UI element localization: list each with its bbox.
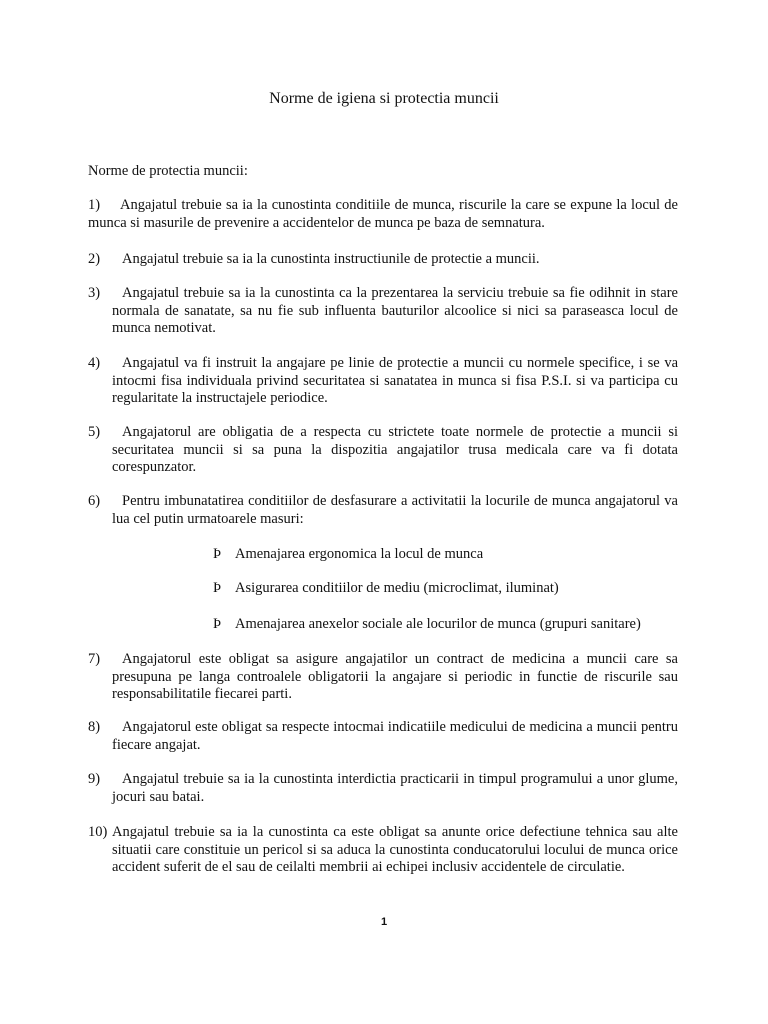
list-item-10 [88, 824, 678, 877]
bullet-arrow-icon: Þ [213, 546, 222, 562]
list-item-text: Angajatul va fi instruit la angajare pe linie de protectie a muncii cu normele specifice, i se va intocmi fisa individuala privind securitatea si sanatatea in munca si fisa P.S.I. si va participa cu regularitate la instructajele periodice. [112, 355, 678, 406]
list-item-1 [88, 197, 678, 232]
bullet-text: Amenajarea anexelor sociale ale locurilor de munca (grupuri sanitare) [235, 616, 641, 632]
list-item-4 [88, 355, 678, 408]
bullet-text: Asigurarea conditiilor de mediu (microclimat, iluminat) [235, 580, 559, 596]
list-item-text: Angajatul trebuie sa ia la cunostinta ca este obligat sa anunte orice defectiune tehnica sau alte situatii care constituie un pericol si sa aduca la cunostinta conducatorului locului de munca orice accident suferit de el sau de ceilalti membrii ai echipei inclusiv accidentele de circulatie. [112, 824, 678, 875]
page-number: 1 [380, 916, 388, 928]
list-item-9 [88, 771, 678, 806]
list-item-3 [88, 285, 678, 338]
list-item-2 [88, 251, 678, 269]
list-item-text: Angajatul trebuie sa ia la cunostinta ca la prezentarea la serviciu trebuie sa fie odihnit in stare normala de sanatate, sa nu fie sub influenta bauturilor alcoolice si nici sa paraseasca locul de munca nemotivat. [112, 285, 678, 336]
list-item-number: 1) [88, 197, 101, 213]
list-item-text: Angajatul trebuie sa ia la cunostinta instructiunile de protectie a muncii. [122, 251, 540, 267]
list-item-6 [88, 493, 678, 528]
bullet-item [213, 616, 641, 633]
list-item-8 [88, 719, 678, 754]
document-title: Norme de igiena si protectia muncii [269, 90, 499, 107]
list-item-number: 5) [88, 424, 101, 440]
list-item-text: Angajatul trebuie sa ia la cunostinta conditiile de munca, riscurile la care se expune la locul de munca si masurile de prevenire a accidentelor de munca pe baza de semnatura. [88, 197, 678, 231]
list-item-7 [88, 651, 678, 704]
list-item-text: Angajatul trebuie sa ia la cunostinta interdictia practicarii in timpul programului a unor glume, jocuri sau batai. [112, 771, 678, 805]
list-item-text: Angajatorul este obligat sa respecte intocmai indicatiile medicului de medicina a muncii pentru fiecare angajat. [112, 719, 678, 753]
bullet-text: Amenajarea ergonomica la locul de munca [235, 546, 484, 562]
list-item-number: 4) [88, 355, 101, 371]
list-item-5 [88, 424, 678, 477]
list-item-number: 6) [88, 493, 101, 509]
list-item-text: Angajatorul are obligatia de a respecta cu strictete toate normele de protectie a muncii si securitatea muncii si sa puna la dispozitia angajatilor trusa medicala care va fi dotata corespunzator. [112, 424, 678, 475]
section-heading: Norme de protectia muncii: [88, 163, 248, 179]
bullet-item [213, 580, 559, 597]
list-item-number: 3) [88, 285, 101, 301]
list-item-number: 8) [88, 719, 101, 735]
list-item-number: 7) [88, 651, 101, 667]
list-item-text: Pentru imbunatatirea conditiilor de desfasurare a activitatii la locurile de munca angajatorul va lua cel putin urmatoarele masuri: [112, 493, 678, 527]
bullet-arrow-icon: Þ [213, 616, 222, 632]
bullet-arrow-icon: Þ [213, 580, 222, 596]
list-item-text: Angajatorul este obligat sa asigure angajatilor un contract de medicina a muncii care sa presupuna pe langa controalele obligatorii la angajare si periodic in functie de riscurile sau responsabilitatile fiecarei parti. [112, 651, 678, 702]
bullet-item [213, 546, 483, 563]
list-item-number: 9) [88, 771, 101, 787]
list-item-number: 2) [88, 251, 101, 267]
list-item-number: 10) [88, 824, 108, 840]
